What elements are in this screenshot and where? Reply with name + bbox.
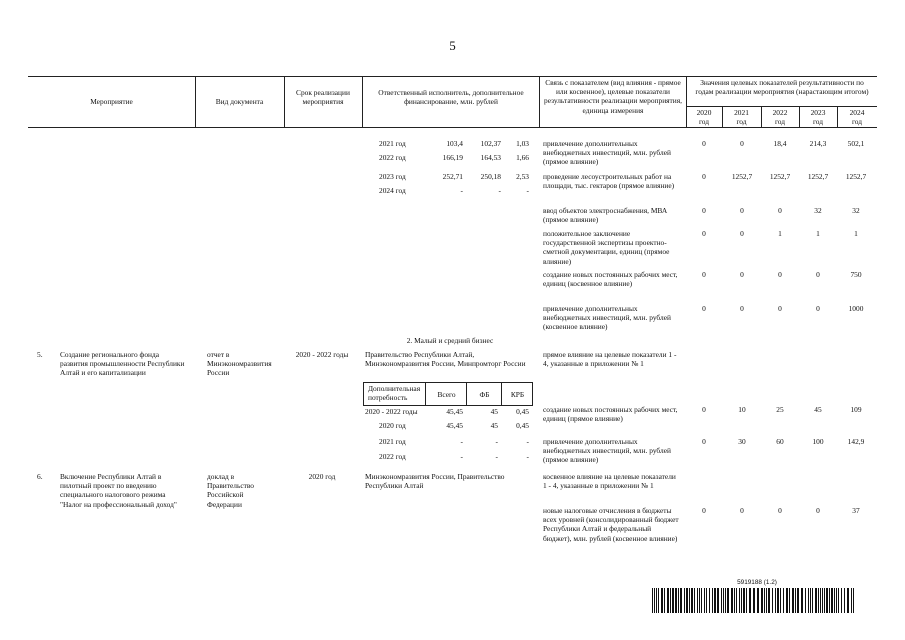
indicator-values: 0 0 0 0 750	[702, 270, 862, 279]
year-2022-header: 2022 год	[772, 108, 788, 127]
year-2021-header: 2021 год	[734, 108, 749, 127]
finance-need-header: Дополнительная потребность	[368, 384, 421, 402]
finance-row: 2021 год 103,4 102,37 1,03	[379, 139, 529, 148]
col-divider	[539, 76, 540, 128]
indicator-values: 0 0 0 32 32	[702, 206, 860, 215]
indicator-text: создание новых постоянных рабочих мест, единиц (прямое влияние)	[543, 405, 678, 424]
finance-row: 2022 год - - -	[379, 452, 529, 461]
years-rule	[686, 106, 877, 107]
indicator-text: ввод объектов электроснабжения, МВА (прямое влияние)	[543, 206, 668, 225]
barcode-label: 5919188 (1.2)	[737, 579, 777, 586]
indicator-values: 0 10 25 45 109	[702, 405, 862, 414]
item-executor: Правительство Республики Алтай, Минэкономразвития России, Минпромторг России	[365, 350, 526, 369]
header-term: Срок реализации мероприятия	[296, 88, 350, 107]
section-title: 2. Малый и средний бизнес	[406, 336, 494, 345]
header-link: Связь с показателем (вид влияния - прямое или косвенное), целевые показатели результативности реализации мероприятия, единица измерения	[544, 78, 682, 115]
finance-total-header: Всего	[437, 390, 456, 399]
indicator-values: 0 1252,7 1252,7 1252,7 1252,7	[702, 172, 867, 181]
item-measure: Включение Республики Алтай в пилотный проект по введению специального налогового режима "Налог на профессиональный доход"	[60, 472, 177, 509]
header-doc-type: Вид документа	[215, 97, 264, 106]
col-divider	[284, 76, 285, 128]
page-number: 5	[449, 38, 456, 53]
indicator-text: новые налоговые отчисления в бюджеты всех уровней (консолидированный бюджет Республики Алтай и федеральный бюджет), млн. рублей (косвенное влияние)	[543, 506, 679, 543]
indicator-values: 0 0 18,4 214,3 502,1	[702, 139, 865, 148]
item-doc: доклад в Правительство Российской Федерации	[207, 472, 254, 509]
barcode-image	[652, 588, 857, 613]
influence-text: косвенное влияние на целевые показатели 1 - 4, указанные в приложении № 1	[543, 472, 676, 491]
indicator-text: привлечение дополнительных внебюджетных инвестиций, млн. рублей (прямое влияние)	[543, 139, 671, 167]
year-2023-header: 2023 год	[810, 108, 826, 127]
indicator-text: привлечение дополнительных внебюджетных инвестиций, млн. рублей (прямое влияние)	[543, 437, 671, 465]
year-2020-header: 2020 год	[696, 108, 712, 127]
indicator-text: положительное заключение государственной экспертизы проектно-сметной документации, единиц (прямое влияние)	[543, 229, 670, 266]
header-target-values: Значения целевых показателей результативности по годам реализации мероприятия (нарастающим итогом)	[695, 78, 869, 97]
header-bottom-rule	[28, 127, 877, 128]
finance-subtable-header	[363, 382, 533, 406]
indicator-values: 0 30 60 100 142,9	[702, 437, 865, 446]
indicator-values: 0 0 0 0 1000	[702, 304, 864, 313]
item-term: 2020 - 2022 годы	[295, 350, 349, 359]
item-term: 2020 год	[308, 472, 336, 481]
item-doc: отчет в Минэкономразвития России	[207, 350, 272, 378]
finance-row: 2020 год 45,45 45 0,45	[379, 421, 529, 430]
finance-row: 2021 год - - -	[379, 437, 529, 446]
indicator-text: проведение лесоустроительных работ на площади, тыс. гектаров (прямое влияние)	[543, 172, 675, 191]
finance-row: 2022 год 166,19 164,53 1,66	[379, 153, 529, 162]
item-number: 6.	[37, 472, 43, 481]
header-executor: Ответственный исполнитель, дополнительное финансирование, млн. рублей	[378, 88, 524, 107]
finance-fb-header: ФБ	[479, 390, 490, 399]
indicator-text: создание новых постоянных рабочих мест, единиц (косвенное влияние)	[543, 270, 678, 289]
item-measure: Создание регионального фонда развития промышленности Республики Алтай и его капитализации	[60, 350, 185, 378]
influence-text: прямое влияние на целевые показатели 1 - 4, указанные в приложении № 1	[543, 350, 677, 369]
finance-row: 2024 год - - -	[379, 186, 529, 195]
header-measure: Мероприятие	[90, 97, 133, 106]
header-top-rule	[28, 76, 877, 77]
finance-row: 2023 год 252,71 250,18 2,53	[379, 172, 529, 181]
item-number: 5.	[37, 350, 43, 359]
col-divider	[362, 76, 363, 128]
indicator-values: 0 0 1 1 1	[702, 229, 858, 238]
finance-row: 2020 - 2022 годы 45,45 45 0,45	[365, 407, 529, 416]
year-2024-header: 2024 год	[849, 108, 865, 127]
item-executor: Минэкономразвития России, Правительство Республики Алтай	[365, 472, 505, 491]
indicator-text: привлечение дополнительных внебюджетных инвестиций, млн. рублей (косвенное влияние)	[543, 304, 671, 332]
finance-krb-header: КРБ	[510, 390, 525, 399]
indicator-values: 0 0 0 0 37	[702, 506, 860, 515]
